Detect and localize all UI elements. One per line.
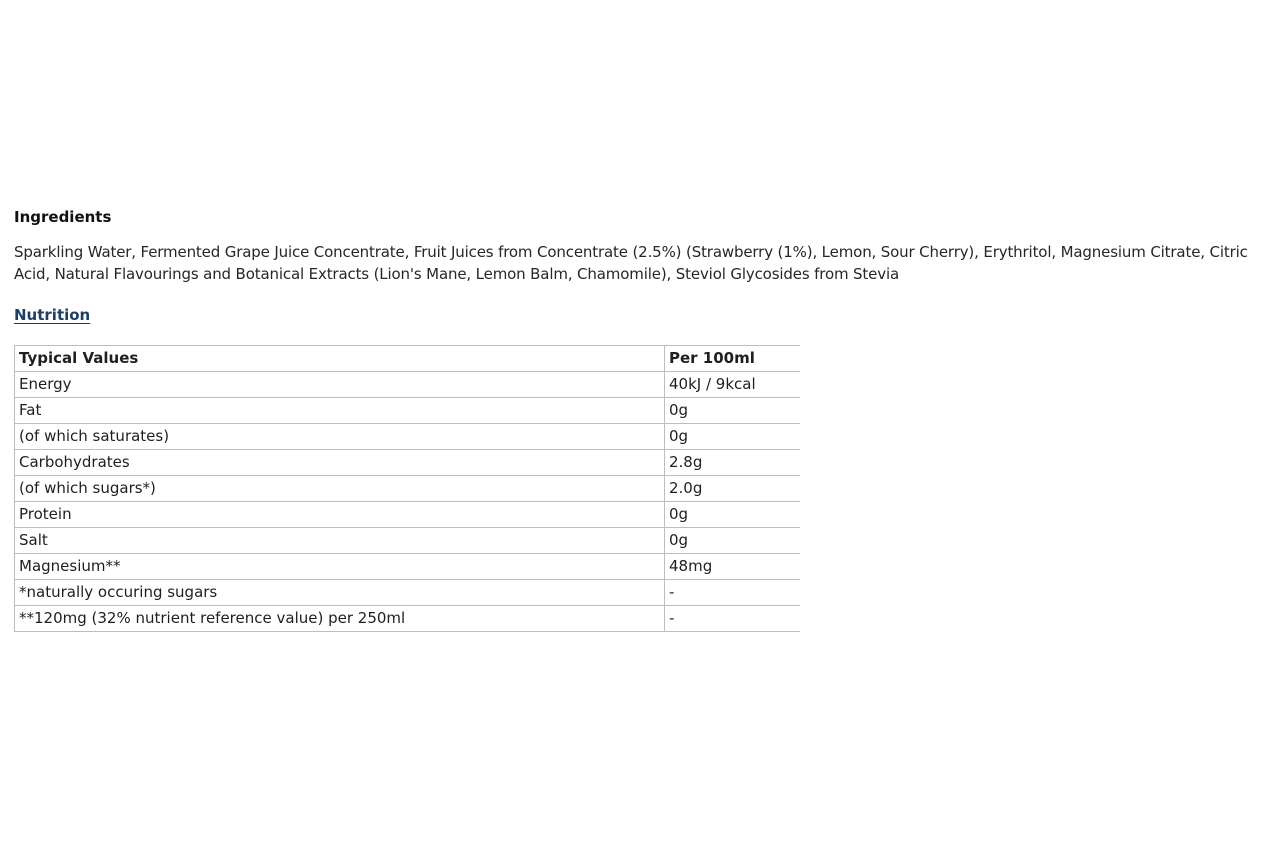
row-label: Magnesium** [15,554,665,580]
row-value: 2.0g [665,476,801,502]
row-label: (of which saturates) [15,424,665,450]
table-row [15,424,801,450]
table-row [15,450,801,476]
row-label: (of which sugars*) [15,476,665,502]
row-value: 0g [665,528,801,554]
nutrition-table [14,345,800,632]
product-info [14,207,1276,632]
table-row [15,476,801,502]
row-label: Protein [15,502,665,528]
table-row [15,502,801,528]
table-row [15,606,801,632]
table-row [15,398,801,424]
row-value: 0g [665,502,801,528]
nutrition-link[interactable]: Nutrition [14,306,91,324]
row-value: 48mg [665,554,801,580]
table-header-row [15,346,801,372]
row-value: 2.8g [665,450,801,476]
header-typical-values: Typical Values [15,346,665,372]
row-label: Fat [15,398,665,424]
table-row [15,528,801,554]
row-value: - [665,606,801,632]
ingredients-text: Sparkling Water, Fermented Grape Juice Concentrate, Fruit Juices from Concentrate (2.5%) (Strawberry (1%), Lemon, Sour Cherry), Erythritol, Magnesium Citrate, Citric Acid, Natural Flavourings and Botanical Extracts (Lion's Mane, Lemon Balm, Chamomile), Steviol Glycosides from Stevia [14,243,1248,283]
row-value: 0g [665,424,801,450]
header-per-100ml: Per 100ml [665,346,801,372]
table-row [15,372,801,398]
table-row [15,554,801,580]
row-label: Salt [15,528,665,554]
row-value: 40kJ / 9kcal [665,372,801,398]
row-label: Energy [15,372,665,398]
row-value: 0g [665,398,801,424]
ingredients-heading: Ingredients [14,208,112,226]
row-label: Carbohydrates [15,450,665,476]
row-value: - [665,580,801,606]
row-label: *naturally occuring sugars [15,580,665,606]
table-row [15,580,801,606]
row-label: **120mg (32% nutrient reference value) per 250ml [15,606,665,632]
